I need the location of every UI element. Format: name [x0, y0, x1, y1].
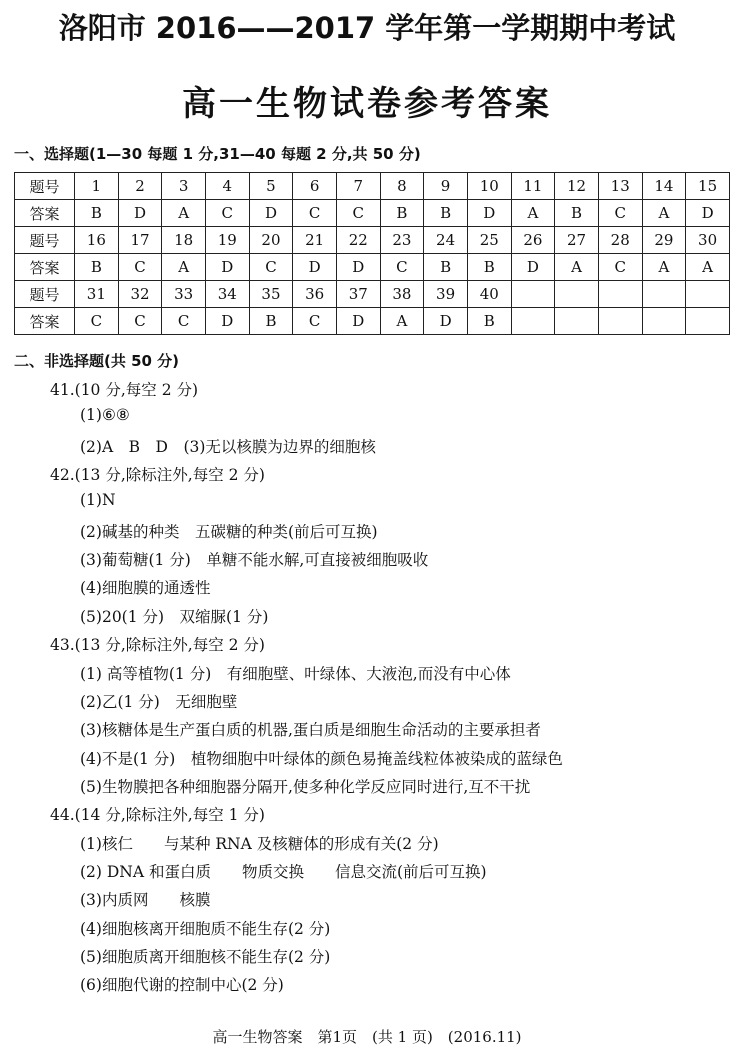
question-number-cell: 3	[162, 173, 206, 200]
answer-cell: D	[205, 254, 249, 281]
question-number-cell: 15	[686, 173, 730, 200]
question-number-cell: 23	[380, 227, 424, 254]
question-number-cell: 14	[642, 173, 686, 200]
answer-cell: D	[424, 308, 468, 335]
answer-cell: C	[380, 254, 424, 281]
answer-cell: C	[598, 200, 642, 227]
question-number-cell: 18	[162, 227, 206, 254]
section-multiple-choice-heading: 一、选择题(1—30 每题 1 分,31—40 每题 2 分,共 50 分)	[14, 145, 421, 163]
answer-cell: D	[249, 200, 293, 227]
question-number-cell: 31	[75, 281, 119, 308]
question-number-cell: 37	[336, 281, 380, 308]
answer-cell: C	[293, 308, 337, 335]
question-number-cell	[686, 281, 730, 308]
answer-line: (1)⑥⑧	[80, 406, 130, 425]
answer-cell	[642, 308, 686, 335]
question-header-line: 41.(10 分,每空 2 分)	[50, 381, 199, 399]
answer-cell	[686, 308, 730, 335]
answer-line: (4)细胞膜的通透性	[80, 579, 211, 598]
answer-cell: C	[118, 254, 162, 281]
question-number-cell: 29	[642, 227, 686, 254]
answer-cell: C	[118, 308, 162, 335]
answer-cell: B	[467, 308, 511, 335]
answer-cell: B	[555, 200, 599, 227]
answer-cell: A	[162, 254, 206, 281]
answer-cell: D	[205, 308, 249, 335]
answer-table	[14, 172, 730, 335]
answer-line: (2)乙(1 分) 无细胞壁	[80, 692, 238, 711]
question-row-label: 题号	[15, 227, 75, 254]
answer-cell: B	[249, 308, 293, 335]
question-header-line: 44.(14 分,除标注外,每空 1 分)	[50, 806, 265, 825]
answer-cell: A	[162, 200, 206, 227]
question-header-line: 42.(13 分,除标注外,每空 2 分)	[50, 466, 265, 485]
answer-row-label: 答案	[15, 308, 75, 335]
question-number-cell: 11	[511, 173, 555, 200]
answer-cell: D	[336, 254, 380, 281]
answer-cell: C	[162, 308, 206, 335]
answer-cell: A	[511, 200, 555, 227]
question-number-cell: 4	[205, 173, 249, 200]
question-number-cell: 6	[293, 173, 337, 200]
question-number-cell: 33	[162, 281, 206, 308]
answer-line: (2) DNA 和蛋白质 物质交换 信息交流(前后可互换)	[80, 862, 487, 881]
answer-cell: A	[642, 254, 686, 281]
question-number-cell: 36	[293, 281, 337, 308]
answer-cell: C	[336, 200, 380, 227]
answer-cell: D	[293, 254, 337, 281]
answer-cell: A	[555, 254, 599, 281]
question-number-cell: 26	[511, 227, 555, 254]
question-number-cell: 22	[336, 227, 380, 254]
answer-line: (5)20(1 分) 双缩脲(1 分)	[80, 607, 269, 626]
answer-line: (2)A B D (3)无以核膜为边界的细胞核	[80, 437, 376, 456]
answer-cell: D	[511, 254, 555, 281]
answer-cell: A	[686, 254, 730, 281]
answer-cell: D	[336, 308, 380, 335]
question-header-line: 43.(13 分,除标注外,每空 2 分)	[50, 636, 265, 655]
question-number-row	[15, 281, 730, 308]
answer-cell: A	[380, 308, 424, 335]
answer-cell: C	[598, 254, 642, 281]
answer-cell: C	[293, 200, 337, 227]
answer-cell: D	[686, 200, 730, 227]
question-number-cell: 1	[75, 173, 119, 200]
answer-cell	[555, 308, 599, 335]
answer-line: (1) 高等植物(1 分) 有细胞壁、叶绿体、大液泡,而没有中心体	[80, 664, 511, 683]
answer-line: (4)不是(1 分) 植物细胞中叶绿体的颜色易掩盖线粒体被染成的蓝绿色	[80, 749, 563, 768]
question-number-cell: 20	[249, 227, 293, 254]
answer-cell: D	[467, 200, 511, 227]
question-number-cell: 27	[555, 227, 599, 254]
page-footer: 高一生物答案 第1页 (共 1 页) (2016.11)	[212, 1028, 522, 1046]
answer-cell: B	[424, 200, 468, 227]
answer-line: (6)细胞代谢的控制中心(2 分)	[80, 976, 284, 995]
answer-line: (3)内质网 核膜	[80, 891, 211, 910]
answer-row	[15, 200, 730, 227]
exam-title: 洛阳市 2016——2017 学年第一学期期中考试	[58, 11, 676, 45]
question-number-cell: 32	[118, 281, 162, 308]
question-number-cell: 13	[598, 173, 642, 200]
question-number-cell: 19	[205, 227, 249, 254]
question-number-cell: 34	[205, 281, 249, 308]
answer-line: (2)碱基的种类 五碳糖的种类(前后可互换)	[80, 522, 378, 541]
question-number-cell: 30	[686, 227, 730, 254]
question-row-label: 题号	[15, 173, 75, 200]
question-number-cell	[642, 281, 686, 308]
question-number-row	[15, 173, 730, 200]
question-number-cell: 8	[380, 173, 424, 200]
answer-line: (4)细胞核离开细胞质不能生存(2 分)	[80, 919, 331, 938]
question-number-cell: 39	[424, 281, 468, 308]
question-row-label: 题号	[15, 281, 75, 308]
question-number-row	[15, 227, 730, 254]
question-number-cell: 9	[424, 173, 468, 200]
answer-line: (1)N	[80, 491, 116, 510]
question-number-cell: 28	[598, 227, 642, 254]
question-number-cell: 40	[467, 281, 511, 308]
answer-line: (5)生物膜把各种细胞器分隔开,使多种化学反应同时进行,互不干扰	[80, 777, 531, 796]
answer-row	[15, 308, 730, 335]
question-number-cell: 5	[249, 173, 293, 200]
answer-cell: B	[424, 254, 468, 281]
answer-cell: B	[467, 254, 511, 281]
answer-line: (5)细胞质离开细胞核不能生存(2 分)	[80, 948, 331, 966]
question-number-cell	[511, 281, 555, 308]
question-number-cell: 2	[118, 173, 162, 200]
answer-cell: B	[380, 200, 424, 227]
answer-row	[15, 254, 730, 281]
question-number-cell: 21	[293, 227, 337, 254]
answer-row-label: 答案	[15, 254, 75, 281]
question-number-cell: 16	[75, 227, 119, 254]
answer-cell: D	[118, 200, 162, 227]
question-number-cell: 10	[467, 173, 511, 200]
answer-cell: C	[205, 200, 249, 227]
question-number-cell: 35	[249, 281, 293, 308]
answer-cell: C	[75, 308, 119, 335]
answer-cell: B	[75, 200, 119, 227]
answer-cell: C	[249, 254, 293, 281]
question-number-cell: 25	[467, 227, 511, 254]
answer-cell: A	[642, 200, 686, 227]
answer-line: (3)核糖体是生产蛋白质的机器,蛋白质是细胞生命活动的主要承担者	[80, 721, 541, 740]
question-number-cell: 12	[555, 173, 599, 200]
question-number-cell: 17	[118, 227, 162, 254]
answer-cell	[511, 308, 555, 335]
answer-line: (3)葡萄糖(1 分) 单糖不能水解,可直接被细胞吸收	[80, 551, 429, 570]
question-number-cell	[598, 281, 642, 308]
section-non-choice-heading: 二、非选择题(共 50 分)	[14, 352, 180, 370]
answer-line: (1)核仁 与某种 RNA 及核糖体的形成有关(2 分)	[80, 834, 439, 853]
question-number-cell: 7	[336, 173, 380, 200]
question-number-cell: 24	[424, 227, 468, 254]
answer-key-title: 高一生物试卷参考答案	[182, 84, 552, 124]
answer-row-label: 答案	[15, 200, 75, 227]
question-number-cell: 38	[380, 281, 424, 308]
answer-cell	[598, 308, 642, 335]
question-number-cell	[555, 281, 599, 308]
answer-cell: B	[75, 254, 119, 281]
